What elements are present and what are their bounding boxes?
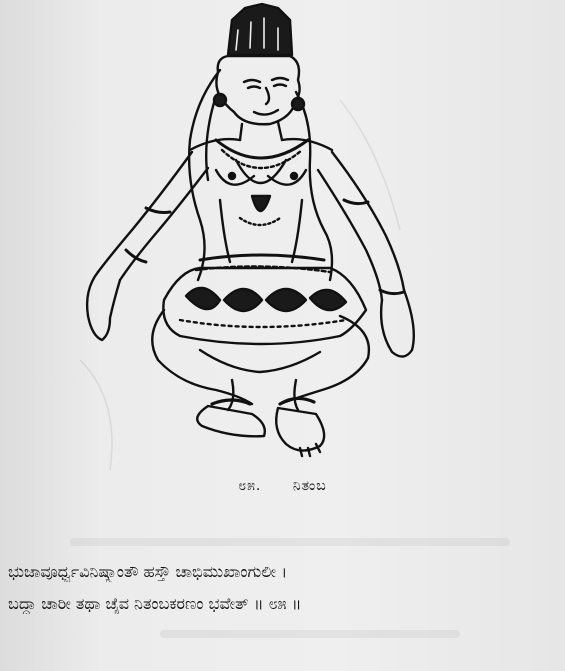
right-hand [381,290,414,357]
left-foot [197,406,265,436]
bleed-through-mark [160,630,460,638]
verse-line-1: ಭುಜಾವೂರ್ಧ್ವವಿನಿಷ್ಕ್ರಾಂತೌ ಹಸ್ತೌ ಚಾಭಿಮುಖಾಂಗುಲೀ । [8,562,288,581]
left-arm [98,152,192,272]
figure-caption [0,478,565,494]
figure-number: ೮೫. [238,478,262,494]
figure-name: ನಿತಂಬ [292,478,327,494]
dancer-illustration [40,0,440,480]
verse-line-2: ಬದ್ಧಾ ಚಾರೀ ತಥಾ ಚೈವ ನಿತಂಬಕರಣಂ ಭವೇತ್ ॥ ೮೫ ॥ [8,594,302,613]
hip-belt [200,255,324,260]
left-hand [87,272,120,340]
right-arm [332,152,404,290]
bleed-through-mark [70,538,510,546]
